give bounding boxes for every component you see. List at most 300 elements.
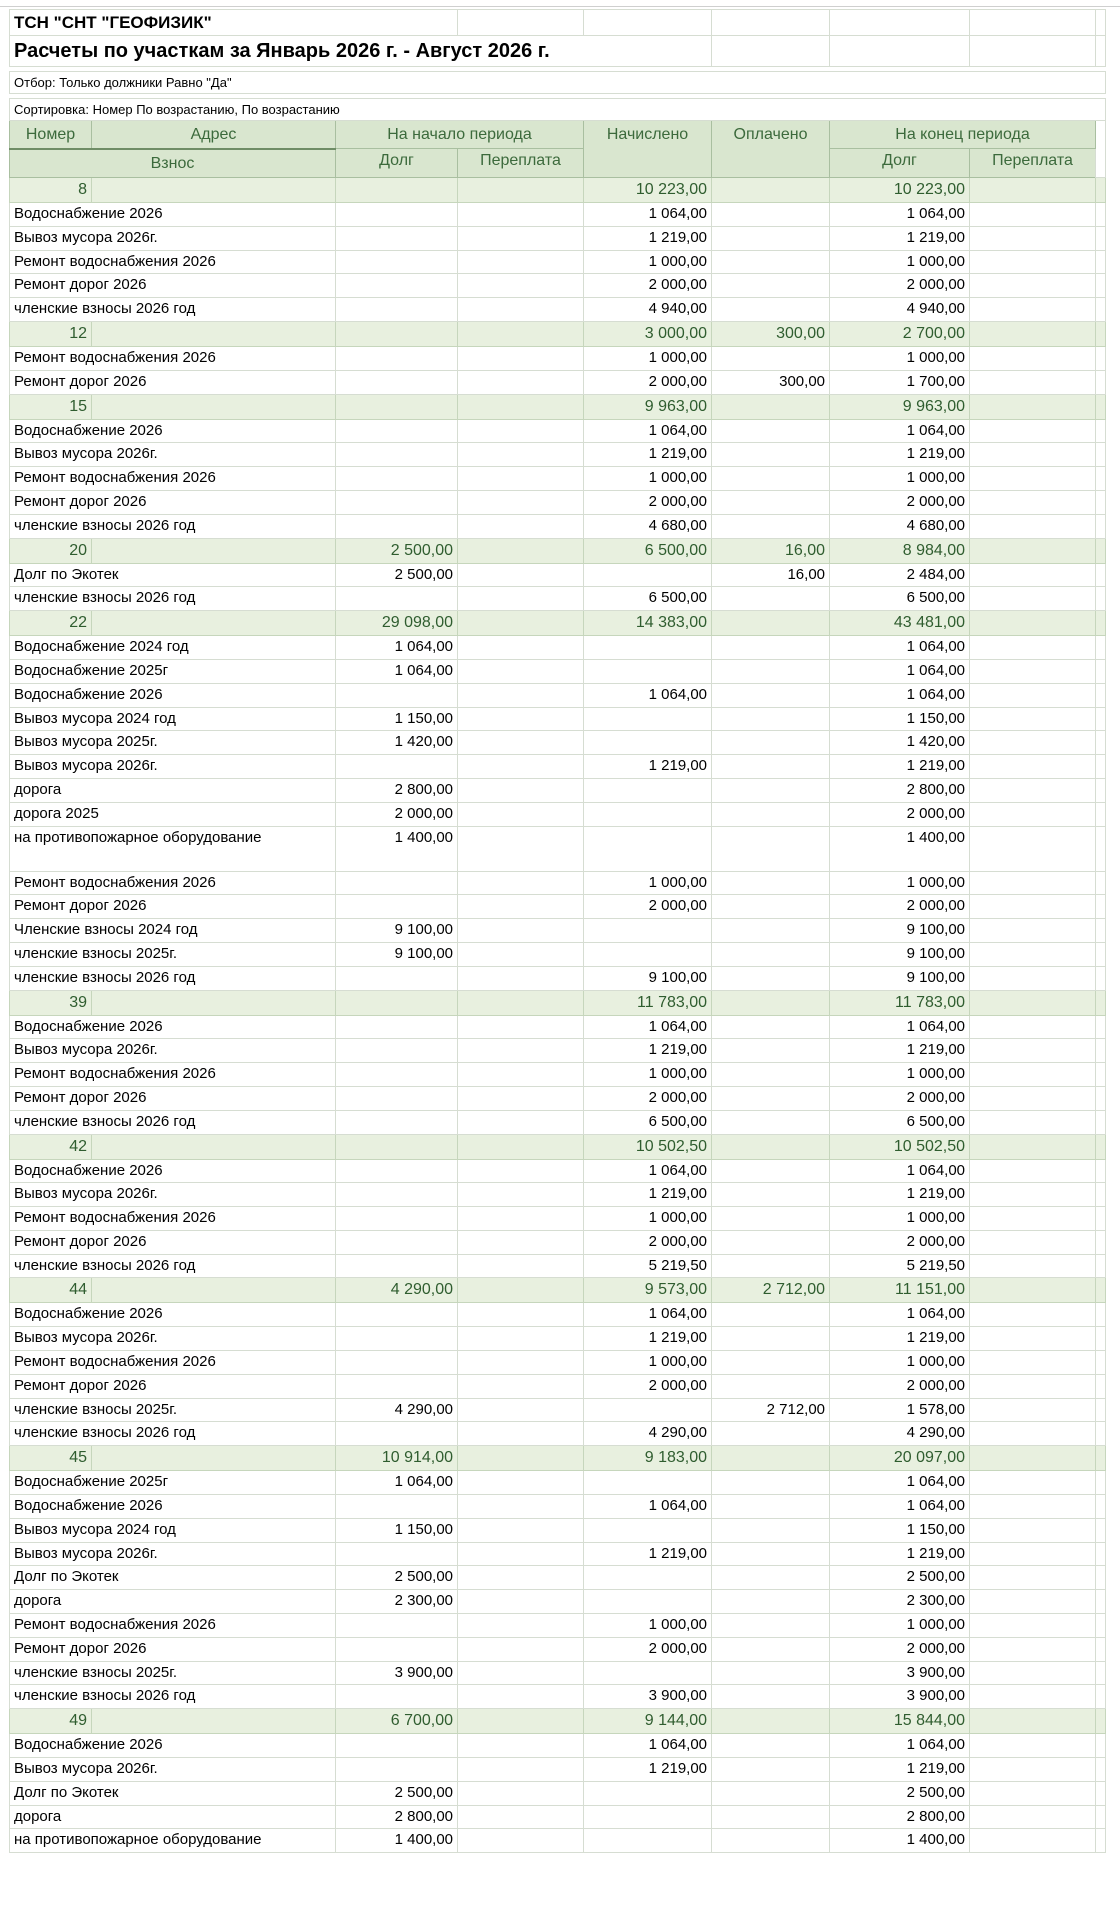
fee-start-overpay (458, 203, 584, 227)
fee-name: Водоснабжение 2024 год (10, 636, 336, 660)
fee-row[interactable] (10, 1614, 1106, 1638)
fee-name: членские взносы 2026 год (10, 1685, 336, 1709)
fee-end-debt: 1 000,00 (830, 1351, 970, 1375)
fee-row[interactable] (10, 1590, 1106, 1614)
fee-name: Водоснабжение 2026 (10, 1495, 336, 1519)
fee-end-overpay (970, 370, 1096, 394)
group-address (92, 1446, 336, 1471)
group-start-debt: 10 914,00 (336, 1446, 458, 1471)
fee-start-debt (336, 467, 458, 491)
fee-end-debt: 1 064,00 (830, 1303, 970, 1327)
fee-end-overpay (970, 778, 1096, 802)
fee-paid (712, 1039, 830, 1063)
fee-start-debt (336, 1758, 458, 1782)
fee-end-debt: 1 064,00 (830, 203, 970, 227)
fee-paid (712, 1734, 830, 1758)
fee-name: членские взносы 2026 год (10, 1422, 336, 1446)
group-accrued: 9 144,00 (584, 1709, 712, 1734)
group-paid (712, 1709, 830, 1734)
fee-paid (712, 731, 830, 755)
fee-row[interactable] (10, 1734, 1106, 1758)
fee-start-overpay (458, 467, 584, 491)
group-row[interactable] (10, 611, 1106, 636)
fee-name: членские взносы 2025г. (10, 1661, 336, 1685)
fee-accrued: 1 219,00 (584, 1039, 712, 1063)
fee-start-overpay (458, 1374, 584, 1398)
fee-end-debt: 1 219,00 (830, 226, 970, 250)
group-end-debt: 10 502,50 (830, 1134, 970, 1159)
fee-start-overpay (458, 1183, 584, 1207)
fee-start-debt: 2 800,00 (336, 1805, 458, 1829)
fee-accrued: 1 000,00 (584, 1351, 712, 1375)
fee-start-debt (336, 1637, 458, 1661)
fee-accrued (584, 802, 712, 826)
fee-paid (712, 895, 830, 919)
fee-accrued (584, 1590, 712, 1614)
fee-end-overpay (970, 1495, 1096, 1519)
fee-name: членские взносы 2025г. (10, 1398, 336, 1422)
top-border-line (0, 6, 1120, 7)
fee-row[interactable] (10, 1183, 1106, 1207)
fee-name: Вывоз мусора 2026г. (10, 226, 336, 250)
group-row[interactable] (10, 178, 1106, 203)
fee-name: Ремонт дорог 2026 (10, 370, 336, 394)
fee-end-debt: 2 000,00 (830, 490, 970, 514)
fee-end-overpay (970, 895, 1096, 919)
fee-paid (712, 942, 830, 966)
fee-row[interactable] (10, 443, 1106, 467)
fee-row[interactable] (10, 731, 1106, 755)
group-accrued: 9 183,00 (584, 1446, 712, 1471)
group-start-overpay (458, 1446, 584, 1471)
org-row (10, 10, 1106, 36)
fee-row[interactable] (10, 683, 1106, 707)
fee-row[interactable] (10, 203, 1106, 227)
fee-accrued (584, 778, 712, 802)
fee-start-debt (336, 1015, 458, 1039)
fee-start-overpay (458, 1015, 584, 1039)
fee-accrued: 4 940,00 (584, 298, 712, 322)
fee-end-debt: 4 940,00 (830, 298, 970, 322)
fee-end-overpay (970, 1471, 1096, 1495)
fee-name: Ремонт водоснабжения 2026 (10, 346, 336, 370)
plot-number: 49 (10, 1709, 92, 1734)
fee-paid (712, 1542, 830, 1566)
fee-paid (712, 871, 830, 895)
fee-row[interactable] (10, 1230, 1106, 1254)
fee-accrued: 1 219,00 (584, 1542, 712, 1566)
fee-start-overpay (458, 419, 584, 443)
fee-start-overpay (458, 731, 584, 755)
fee-start-debt (336, 1303, 458, 1327)
fee-row[interactable] (10, 942, 1106, 966)
fee-end-overpay (970, 707, 1096, 731)
fee-end-debt: 1 420,00 (830, 731, 970, 755)
fee-paid (712, 755, 830, 779)
fee-paid (712, 1685, 830, 1709)
fee-start-debt (336, 443, 458, 467)
fee-row[interactable] (10, 778, 1106, 802)
group-row[interactable] (10, 394, 1106, 419)
col-address-header: Адрес (92, 121, 336, 150)
fee-end-debt: 9 100,00 (830, 919, 970, 943)
fee-row[interactable] (10, 250, 1106, 274)
fee-paid (712, 1495, 830, 1519)
fee-end-debt: 1 219,00 (830, 1758, 970, 1782)
fee-paid (712, 1086, 830, 1110)
plot-number: 45 (10, 1446, 92, 1471)
fee-end-debt: 2 800,00 (830, 1805, 970, 1829)
fee-paid (712, 802, 830, 826)
fee-name: Вывоз мусора 2026г. (10, 1327, 336, 1351)
fee-row[interactable] (10, 895, 1106, 919)
fee-end-overpay (970, 802, 1096, 826)
fee-end-overpay (970, 250, 1096, 274)
group-start-debt (336, 178, 458, 203)
fee-row[interactable] (10, 1661, 1106, 1685)
group-end-overpay (970, 1134, 1096, 1159)
fee-start-debt (336, 1374, 458, 1398)
group-accrued: 10 223,00 (584, 178, 712, 203)
col-end-debt-header: Долг (830, 149, 970, 178)
group-start-overpay (458, 321, 584, 346)
fee-end-debt: 2 000,00 (830, 1637, 970, 1661)
group-start-overpay (458, 1134, 584, 1159)
fee-row[interactable] (10, 1781, 1106, 1805)
fee-row[interactable] (10, 274, 1106, 298)
fee-start-overpay (458, 563, 584, 587)
fee-row[interactable] (10, 1471, 1106, 1495)
group-address (92, 611, 336, 636)
fee-row[interactable] (10, 1086, 1106, 1110)
fee-row[interactable] (10, 1327, 1106, 1351)
fee-accrued (584, 707, 712, 731)
fee-row[interactable] (10, 636, 1106, 660)
fee-end-debt: 4 680,00 (830, 514, 970, 538)
fee-accrued: 2 000,00 (584, 370, 712, 394)
fee-end-debt: 1 000,00 (830, 871, 970, 895)
fee-name: Вывоз мусора 2026г. (10, 1039, 336, 1063)
fee-accrued (584, 563, 712, 587)
fee-start-overpay (458, 226, 584, 250)
col-end-period-header: На конец периода (830, 121, 1096, 149)
fee-start-overpay (458, 1159, 584, 1183)
fee-row[interactable] (10, 919, 1106, 943)
fee-row[interactable] (10, 419, 1106, 443)
fee-end-debt: 1 000,00 (830, 1063, 970, 1087)
fee-accrued: 2 000,00 (584, 274, 712, 298)
fee-end-debt: 1 700,00 (830, 370, 970, 394)
fee-paid (712, 467, 830, 491)
fee-row[interactable] (10, 226, 1106, 250)
fee-row[interactable] (10, 1518, 1106, 1542)
fee-row[interactable] (10, 1063, 1106, 1087)
fee-start-debt (336, 298, 458, 322)
fee-accrued: 1 000,00 (584, 250, 712, 274)
fee-row[interactable] (10, 1685, 1106, 1709)
fee-start-debt (336, 1039, 458, 1063)
fee-row[interactable] (10, 1015, 1106, 1039)
group-accrued: 6 500,00 (584, 538, 712, 563)
group-address (92, 394, 336, 419)
fee-name: Ремонт дорог 2026 (10, 490, 336, 514)
fee-row[interactable] (10, 871, 1106, 895)
fee-row[interactable] (10, 490, 1106, 514)
fee-end-overpay (970, 1159, 1096, 1183)
fee-end-overpay (970, 1590, 1096, 1614)
fee-row[interactable] (10, 1398, 1106, 1422)
fee-row[interactable] (10, 563, 1106, 587)
fee-end-overpay (970, 1039, 1096, 1063)
fee-end-overpay (970, 443, 1096, 467)
fee-end-overpay (970, 1637, 1096, 1661)
group-row[interactable] (10, 321, 1106, 346)
fee-accrued: 2 000,00 (584, 895, 712, 919)
fee-row[interactable] (10, 1566, 1106, 1590)
fee-row[interactable] (10, 1207, 1106, 1231)
fee-row[interactable] (10, 1758, 1106, 1782)
group-accrued: 3 000,00 (584, 321, 712, 346)
fee-start-overpay (458, 1230, 584, 1254)
fee-row[interactable] (10, 587, 1106, 611)
fee-end-overpay (970, 1661, 1096, 1685)
fee-row[interactable] (10, 1254, 1106, 1278)
fee-row[interactable] (10, 1542, 1106, 1566)
fee-end-debt: 9 100,00 (830, 942, 970, 966)
fee-start-debt: 1 420,00 (336, 731, 458, 755)
fee-end-debt: 1 219,00 (830, 755, 970, 779)
fee-end-debt: 1 219,00 (830, 1183, 970, 1207)
fee-start-debt (336, 895, 458, 919)
fee-end-overpay (970, 966, 1096, 990)
fee-row[interactable] (10, 1829, 1106, 1853)
fee-start-overpay (458, 1327, 584, 1351)
fee-start-overpay (458, 966, 584, 990)
group-end-debt: 11 783,00 (830, 990, 970, 1015)
fee-name: членские взносы 2026 год (10, 1110, 336, 1134)
fee-paid (712, 1351, 830, 1375)
fee-end-overpay (970, 226, 1096, 250)
fee-end-overpay (970, 587, 1096, 611)
fee-row[interactable] (10, 1351, 1106, 1375)
group-address (92, 1134, 336, 1159)
fee-end-debt: 1 400,00 (830, 1829, 970, 1853)
group-row[interactable] (10, 1446, 1106, 1471)
fee-start-overpay (458, 942, 584, 966)
fee-row[interactable] (10, 467, 1106, 491)
fee-start-debt: 2 000,00 (336, 802, 458, 826)
fee-accrued: 5 219,50 (584, 1254, 712, 1278)
fee-start-debt (336, 683, 458, 707)
fee-paid (712, 636, 830, 660)
fee-paid (712, 250, 830, 274)
fee-paid (712, 1422, 830, 1446)
fee-row[interactable] (10, 1303, 1106, 1327)
fee-start-debt: 1 064,00 (336, 1471, 458, 1495)
fee-end-overpay (970, 1183, 1096, 1207)
fee-paid (712, 659, 830, 683)
fee-row[interactable] (10, 1159, 1106, 1183)
fee-paid (712, 298, 830, 322)
fee-end-overpay (970, 203, 1096, 227)
fee-start-debt: 4 290,00 (336, 1398, 458, 1422)
fee-end-overpay (970, 1207, 1096, 1231)
fee-paid: 300,00 (712, 370, 830, 394)
fee-end-debt: 2 000,00 (830, 1374, 970, 1398)
fee-paid (712, 1327, 830, 1351)
fee-accrued (584, 1781, 712, 1805)
fee-end-overpay (970, 1542, 1096, 1566)
fee-start-overpay (458, 1398, 584, 1422)
fee-end-overpay (970, 346, 1096, 370)
group-paid (712, 178, 830, 203)
fee-start-debt (336, 1734, 458, 1758)
fee-row[interactable] (10, 755, 1106, 779)
col-end-overpay-header: Переплата (970, 149, 1096, 178)
fee-start-overpay (458, 274, 584, 298)
fee-name: Ремонт дорог 2026 (10, 1374, 336, 1398)
group-row[interactable] (10, 538, 1106, 563)
report-table (9, 9, 1106, 1853)
group-row[interactable] (10, 1134, 1106, 1159)
group-end-overpay (970, 394, 1096, 419)
fee-row[interactable] (10, 1374, 1106, 1398)
fee-name: Ремонт дорог 2026 (10, 1230, 336, 1254)
group-start-overpay (458, 611, 584, 636)
fee-row[interactable] (10, 802, 1106, 826)
fee-accrued: 2 000,00 (584, 1230, 712, 1254)
fee-end-debt: 1 064,00 (830, 659, 970, 683)
fee-accrued (584, 659, 712, 683)
fee-start-overpay (458, 1086, 584, 1110)
fee-start-debt: 2 800,00 (336, 778, 458, 802)
fee-name: Вывоз мусора 2024 год (10, 707, 336, 731)
col-fee-header: Взнос (10, 149, 336, 178)
fee-start-overpay (458, 1207, 584, 1231)
group-end-overpay (970, 990, 1096, 1015)
fee-start-debt: 2 500,00 (336, 563, 458, 587)
fee-end-debt: 6 500,00 (830, 587, 970, 611)
fee-row[interactable] (10, 1110, 1106, 1134)
fee-row[interactable] (10, 1495, 1106, 1519)
fee-name: Ремонт водоснабжения 2026 (10, 467, 336, 491)
fee-row[interactable] (10, 298, 1106, 322)
plot-number: 8 (10, 178, 92, 203)
group-row[interactable] (10, 1278, 1106, 1303)
fee-start-debt (336, 1327, 458, 1351)
group-end-debt: 2 700,00 (830, 321, 970, 346)
fee-row[interactable] (10, 1637, 1106, 1661)
fee-start-debt: 2 500,00 (336, 1781, 458, 1805)
group-paid (712, 1134, 830, 1159)
fee-row[interactable] (10, 1039, 1106, 1063)
group-start-overpay (458, 178, 584, 203)
fee-row[interactable] (10, 1422, 1106, 1446)
fee-paid (712, 1805, 830, 1829)
fee-accrued: 1 219,00 (584, 226, 712, 250)
fee-row[interactable] (10, 659, 1106, 683)
fee-start-debt (336, 1110, 458, 1134)
fee-end-debt: 2 484,00 (830, 563, 970, 587)
group-row[interactable] (10, 1709, 1106, 1734)
fee-name: Вывоз мусора 2026г. (10, 1183, 336, 1207)
fee-start-overpay (458, 755, 584, 779)
group-paid (712, 611, 830, 636)
fee-row[interactable] (10, 1805, 1106, 1829)
fee-start-debt: 2 500,00 (336, 1566, 458, 1590)
fee-name: Долг по Экотек (10, 1781, 336, 1805)
group-accrued: 9 963,00 (584, 394, 712, 419)
fee-row[interactable] (10, 707, 1106, 731)
group-start-debt (336, 1134, 458, 1159)
fee-row[interactable] (10, 346, 1106, 370)
fee-end-overpay (970, 636, 1096, 660)
fee-row[interactable] (10, 514, 1106, 538)
fee-paid (712, 919, 830, 943)
group-row[interactable] (10, 990, 1106, 1015)
group-start-debt: 4 290,00 (336, 1278, 458, 1303)
group-start-debt: 29 098,00 (336, 611, 458, 636)
fee-name: Ремонт водоснабжения 2026 (10, 1207, 336, 1231)
fee-start-overpay (458, 1471, 584, 1495)
fee-end-debt: 2 000,00 (830, 274, 970, 298)
fee-row[interactable] (10, 826, 1106, 871)
fee-paid (712, 1207, 830, 1231)
fee-name: Ремонт водоснабжения 2026 (10, 1351, 336, 1375)
fee-end-debt: 1 000,00 (830, 1207, 970, 1231)
fee-name: Долг по Экотек (10, 563, 336, 587)
fee-name: Ремонт водоснабжения 2026 (10, 1063, 336, 1087)
group-start-debt: 2 500,00 (336, 538, 458, 563)
fee-end-overpay (970, 1758, 1096, 1782)
fee-paid (712, 1063, 830, 1087)
group-end-overpay (970, 611, 1096, 636)
fee-name: Водоснабжение 2026 (10, 419, 336, 443)
fee-start-overpay (458, 1590, 584, 1614)
fee-start-debt (336, 1086, 458, 1110)
fee-start-overpay (458, 659, 584, 683)
fee-name: членские взносы 2026 год (10, 587, 336, 611)
fee-paid (712, 1566, 830, 1590)
fee-accrued (584, 1566, 712, 1590)
fee-accrued (584, 1471, 712, 1495)
fee-end-overpay (970, 1518, 1096, 1542)
group-end-overpay (970, 1709, 1096, 1734)
fee-paid (712, 1829, 830, 1853)
fee-end-overpay (970, 298, 1096, 322)
fee-start-debt: 1 150,00 (336, 707, 458, 731)
fee-start-overpay (458, 1637, 584, 1661)
fee-start-debt (336, 1207, 458, 1231)
fee-row[interactable] (10, 966, 1106, 990)
fee-paid: 2 712,00 (712, 1398, 830, 1422)
fee-paid (712, 1015, 830, 1039)
fee-name: на противопожарное оборудование (10, 826, 336, 871)
fee-name: Водоснабжение 2025г (10, 1471, 336, 1495)
fee-end-debt: 2 500,00 (830, 1566, 970, 1590)
fee-accrued: 1 219,00 (584, 1183, 712, 1207)
fee-start-debt (336, 203, 458, 227)
fee-row[interactable] (10, 370, 1106, 394)
group-accrued: 10 502,50 (584, 1134, 712, 1159)
group-paid: 2 712,00 (712, 1278, 830, 1303)
fee-end-debt: 1 000,00 (830, 467, 970, 491)
fee-paid (712, 490, 830, 514)
group-end-debt: 11 151,00 (830, 1278, 970, 1303)
fee-paid (712, 966, 830, 990)
fee-name: членские взносы 2025г. (10, 942, 336, 966)
fee-start-overpay (458, 1829, 584, 1853)
